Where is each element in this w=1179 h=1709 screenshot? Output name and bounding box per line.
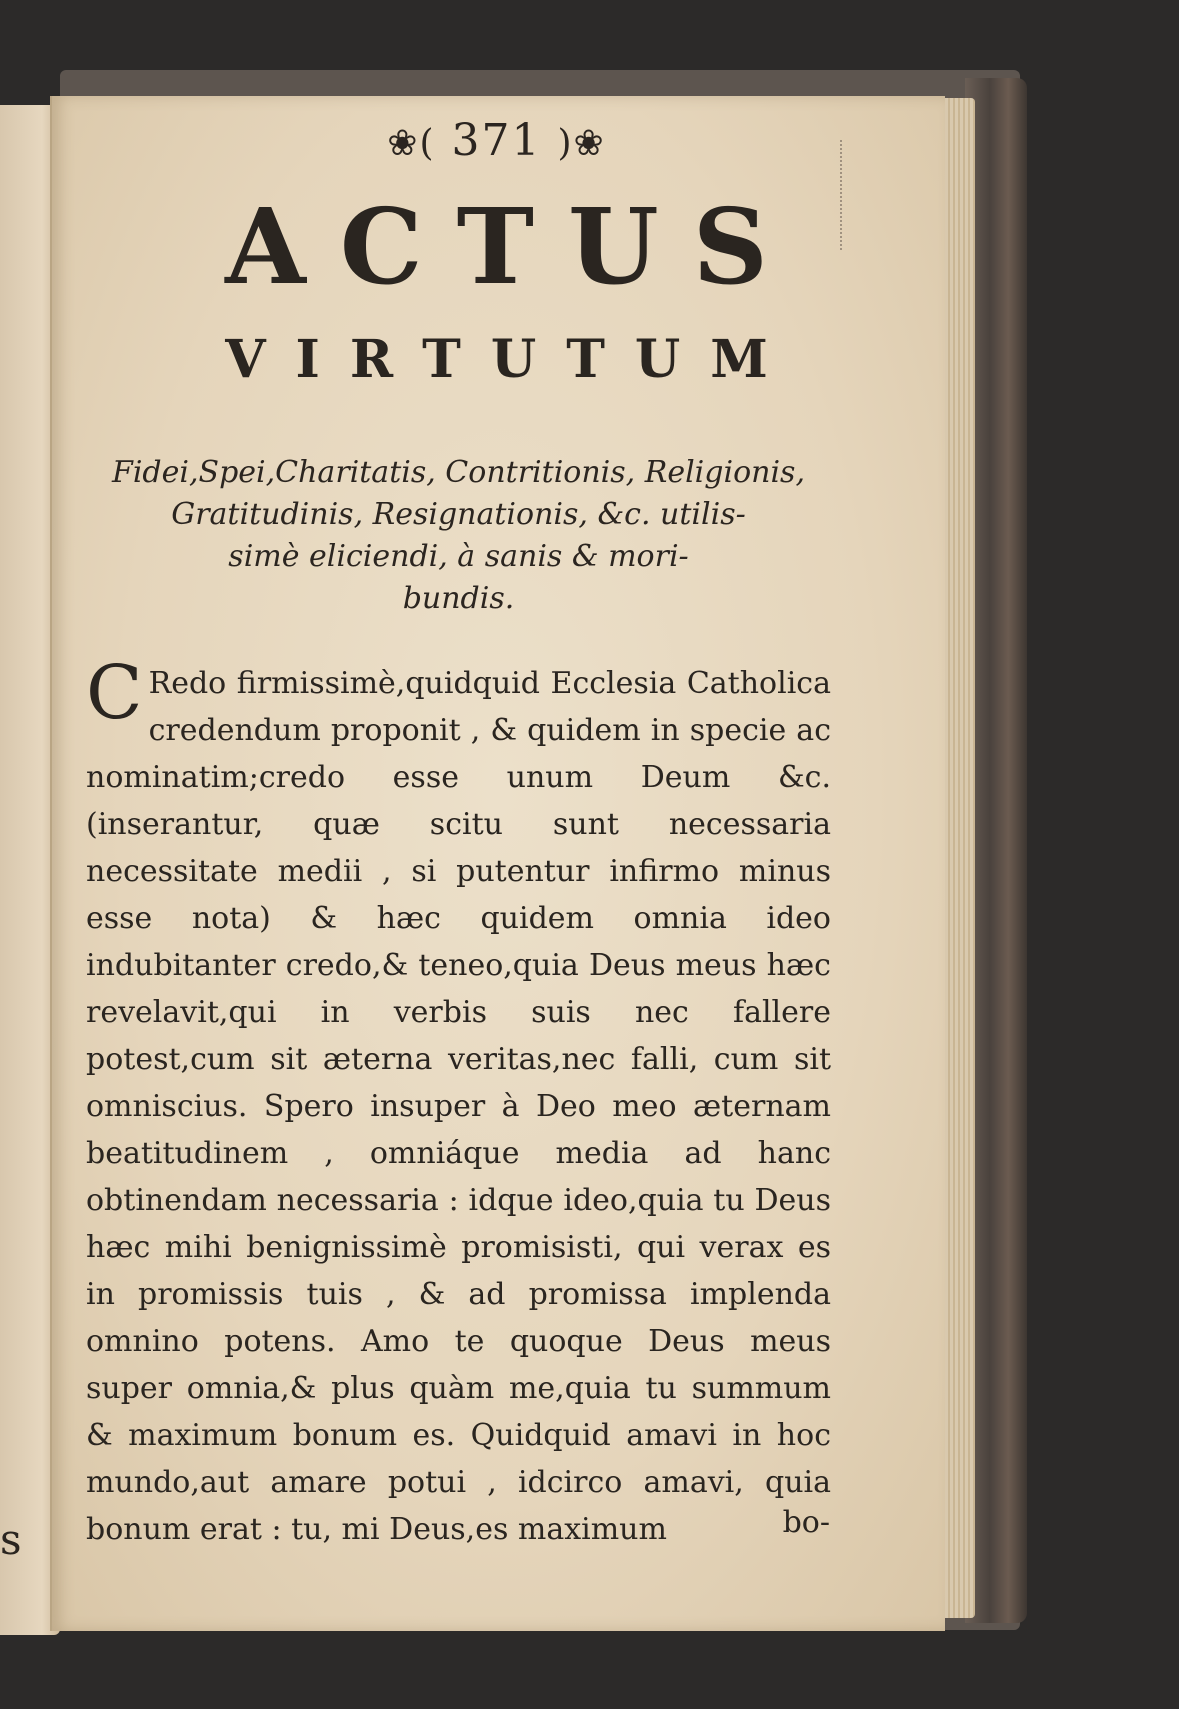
body-paragraph [86,650,831,1553]
left-ornament-icon: ❀( [387,123,436,164]
intro-line: Fidei,Spei,Charitatis, Contritionis, Religionis, [112,455,805,490]
intro-line: simè eliciendi, à sanis & mori- [228,539,689,574]
drop-cap: C [86,650,143,736]
page-subtitle: VIRTUTUM [225,329,798,390]
left-page-letter: s [0,1515,22,1564]
intro-line: Gratitudinis, Resignationis, &c. utilis- [171,497,746,532]
right-ornament-icon: )❀ [557,123,606,164]
page-number: 371 [451,115,542,166]
page-title: ACTUS [225,185,802,308]
body-text: Redo firmissimè,quidquid Ecclesia Catholica credendum proponit , & quidem in specie ac nominatim;credo esse unum Deum &c. (inserantur, quæ scitu sunt necessaria necessitate medii , si putentur infirmo minus esse nota) & hæc quidem omnia ideo indubitanter credo,& teneo,quia Deus meus hæc revelavit,qui in verbis suis nec fallere potest,cum sit æterna veritas,nec falli, cum sit omniscius. Spero insuper à Deo meo æternam beatitudinem , omniáque media ad hanc obtinendam necessaria : idque ideo,quia tu Deus hæc mihi benignissimè promisisti, qui verax es in promissis tuis , & ad promissa implenda omnino potens. Amo te quoque Deus meus super omnia,& plus quàm me,quia tu summum & maximum bonum es. Quidquid amavi in hoc mundo,aut amare potui , idcirco amavi, quia bonum erat : tu, mi Deus,es maximum [86,666,831,1547]
page-header [50,115,943,166]
catchword: bo- [782,1505,830,1540]
intro-line: bundis. [402,581,515,616]
intro-paragraph [86,452,831,620]
